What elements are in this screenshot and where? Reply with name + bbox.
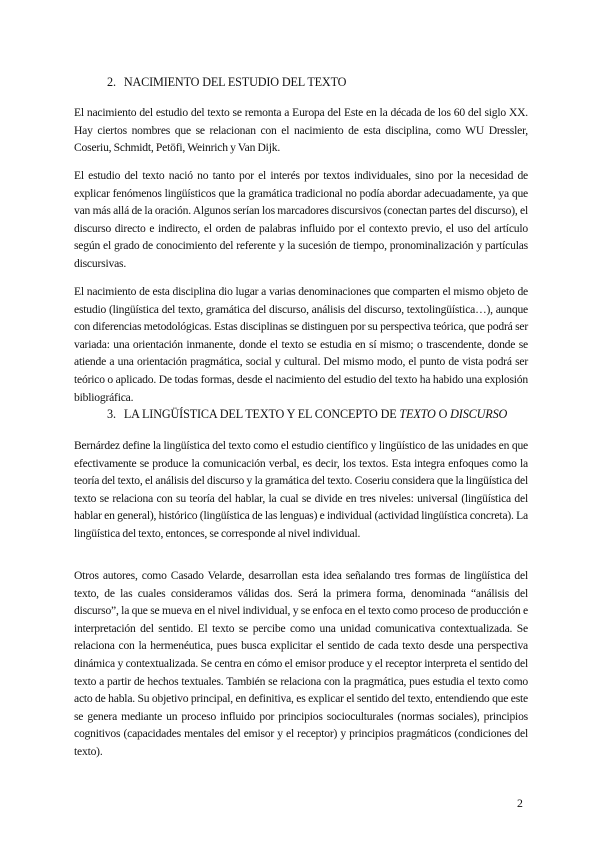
section-2-heading [107,75,346,90]
section-2-number: 2. [107,75,116,89]
section-3-title-italic-texto: TEXTO [399,407,436,421]
section-2-title: NACIMIENTO DEL ESTUDIO DEL TEXTO [123,75,347,89]
page-number: 2 [517,796,523,810]
paragraph: El nacimiento del estudio del texto se remonta a Europa del Este en la década de los 60 del siglo XX. Hay ciertos nombres que se relacionan con el nacimiento de esta disciplina, como WU Dressler, Coseriu, Schmidt, Petöfi, Weinrich y Van Dijk. [74,106,528,155]
paragraph: Otros autores, como Casado Velarde, desarrollan esta idea señalando tres formas de lingüística del texto, de las cuales consideramos válidas dos. Será la primera forma, denominada “análisis del discurso”, la que se mueva en el nivel individual, y se enfoca en el texto como proceso de producción e interpretación del sentido. El texto se percibe como una unidad comunicativa contextualizada. Se relaciona con la hermenéutica, pues busca explicitar el sentido de cada texto desde una perspectiva dinámica y contextualizada. Se centra en cómo el emisor produce y el receptor interpreta el sentido del texto a partir de hechos textuales. También se relaciona con la pragmática, pues estudia el texto como acto de habla. Su objetivo principal, en definitiva, es explicar el sentido del texto, entendiendo que este se genera mediante un proceso influido por principios socioculturales (normas sociales), principios cognitivos (capacidades mentales del emisor y el receptor) y principios pragmáticos (condiciones del texto). [74,569,528,758]
paragraph: El nacimiento de esta disciplina dio lugar a varias denominaciones que comparten el mismo objeto de estudio (lingüística del texto, gramática del discurso, análisis del discurso, textolingüística…), aunque con diferencias metodológicas. Estas disciplinas se distinguen por su perspectiva teórica, que podrá ser variada: una orientación inmanente, donde el texto se estudia en sí mismo; o trascendente, donde se atiende a una orientación pragmática, social y cultural. Del mismo modo, el punto de vista podrá ser teórico o aplicado. De todas formas, desde el nacimiento del estudio del texto ha habido una explosión bibliográfica. [74,285,528,404]
section-3-number: 3. [107,407,116,421]
section-3-title-italic-discurso: DISCURSO [450,407,508,421]
section-3-title-conjunction: O [435,407,451,421]
paragraph: El estudio del texto nació no tanto por el interés por textos individuales, sino por la necesidad de explicar fenómenos lingüísticos que la gramática tradicional no podía abordar adecuadamente, ya que van más allá de la oración. Algunos serían los marcadores discursivos (conectan partes del discurso), el discurso directo e indirecto, el orden de palabras influido por el contexto previo, el uso del artículo según el grado de conocimiento del referente y la sucesión de tiempo, pronominalización y partículas discursivas. [74,169,528,270]
paragraph: Bernárdez define la lingüística del texto como el estudio científico y lingüístico de las unidades en que efectivamente se produce la comunicación verbal, es decir, los textos. Esta integra enfoques como la teoría del texto, el análisis del discurso y la gramática del texto. Coseriu considera que la lingüística del texto se relaciona con su teoría del hablar, la cual se divide en tres niveles: universal (lingüística del hablar en general), histórico (lingüística de las lenguas) e individual (actividad lingüística concreta). La lingüística del texto, entonces, se corresponde al nivel individual. [74,439,528,540]
section-3-title: LA LINGÜÍSTICA DEL TEXTO Y EL CONCEPTO DE [123,407,400,421]
section-3-heading [107,407,507,422]
